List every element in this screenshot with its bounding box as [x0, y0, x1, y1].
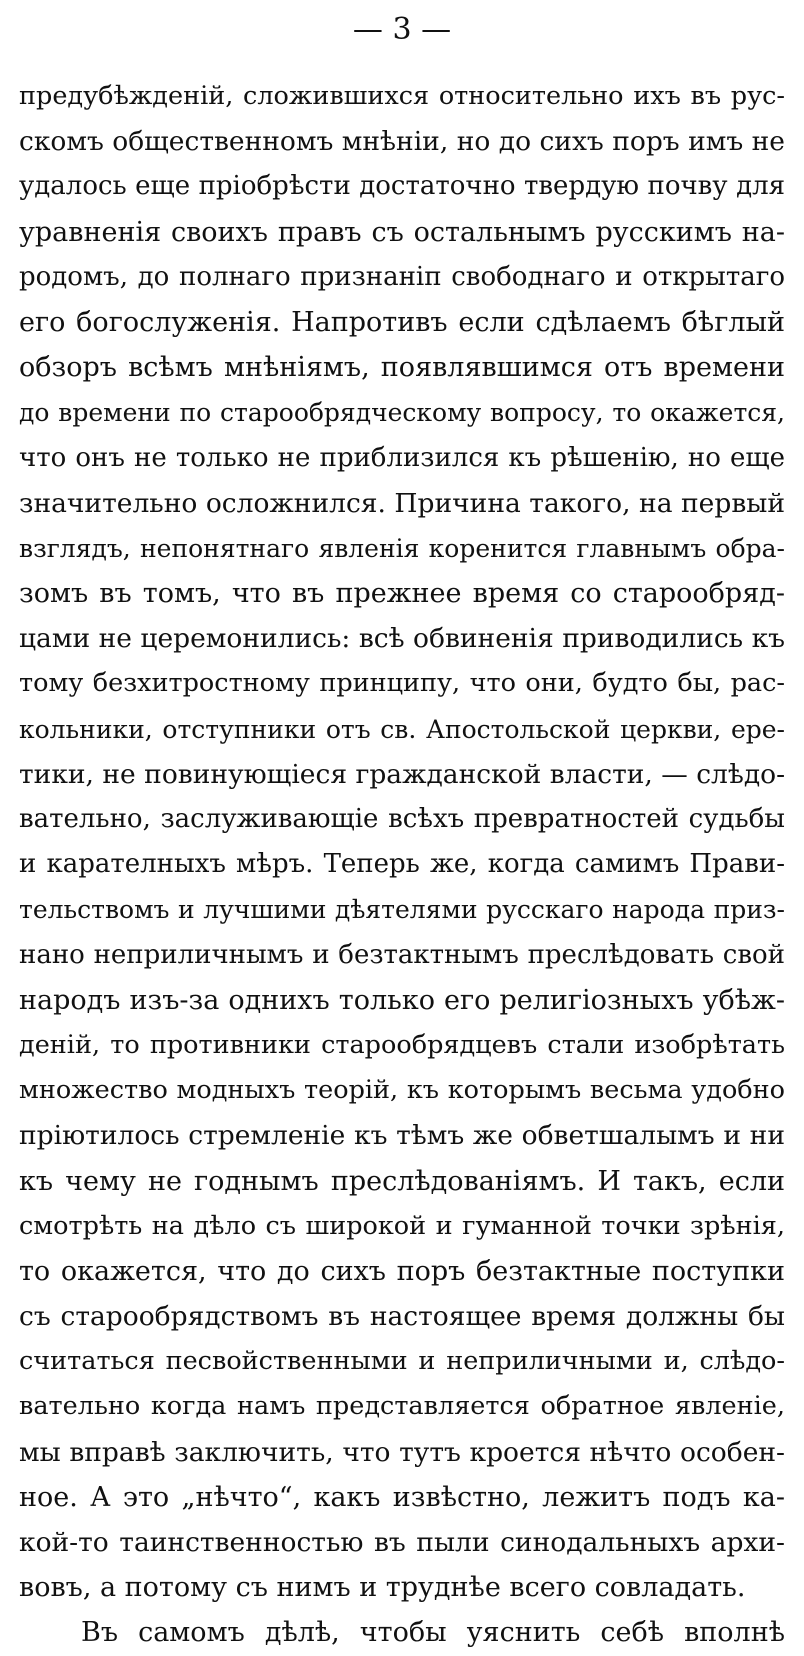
- text-line: обзоръ всѣмъ мнѣніямъ, появлявшимся отъ времени: [19, 352, 785, 384]
- text-line: уравненія своихъ правъ съ остальнымъ русскимъ на-: [19, 216, 785, 248]
- text-line: удалось еще пріобрѣсти достаточно твердую почву для: [19, 171, 785, 202]
- text-line: тики, не повинующіеся гражданской власти, — слѣдо-: [19, 758, 785, 790]
- text-line: предубѣжденій, сложившихся относительно ихъ въ рус-: [19, 81, 785, 111]
- text-line: его богослуженія. Напротивъ если сдѣлаемъ бѣглый: [19, 306, 785, 338]
- text-line: пріютилось стремленіе къ тѣмъ же обветшалымъ и ни: [19, 1120, 785, 1152]
- text-line: деній, то противники старообрядцевъ стали изобрѣтать: [19, 1029, 785, 1060]
- text-line: тому безхитростному принципу, что они, будто бы, рас-: [19, 668, 785, 699]
- text-line: вательно, заслуживающіе всѣхъ превратностей судьбы: [19, 804, 785, 834]
- text-line: Въ самомъ дѣлѣ, чтобы уяснить себѣ вполнѣ: [81, 1617, 785, 1649]
- page-number: — 3 —: [352, 12, 452, 47]
- text-line: считаться песвойственными и неприличными и, слѣдо-: [19, 1346, 785, 1377]
- text-line: скомъ общественномъ мнѣніи, но до сихъ поръ имъ не: [19, 126, 785, 158]
- text-line: ное. А это „нѣчто“, какъ извѣстно, лежитъ подъ ка-: [19, 1481, 785, 1513]
- text-line: зомъ въ томъ, что въ прежнее время со старообряд-: [19, 578, 785, 610]
- text-line: кольники, отступники отъ св. Апостольской церкви, ере-: [19, 714, 785, 744]
- text-line: нано неприличнымъ и безтактнымъ преслѣдовать свой: [19, 939, 785, 970]
- text-line: кой-то таинственностью въ пыли синодальныхъ архи-: [19, 1527, 785, 1558]
- text-line: что онъ не только не приблизился къ рѣшенію, но еще: [19, 442, 785, 473]
- text-line: вовъ, а потому съ нимъ и труднѣе всего совладать.: [19, 1572, 746, 1604]
- text-line: смотрѣть на дѣло съ широкой и гуманной точки зрѣнія,: [19, 1210, 785, 1241]
- text-line: родомъ, до полнаго признаніп свободнаго и открытаго: [19, 261, 785, 292]
- text-line: взглядъ, непонятнаго явленія коренится главнымъ обра-: [19, 533, 785, 563]
- text-line: значительно осложнился. Причина такого, на первый: [19, 487, 785, 519]
- text-line: народъ изъ-за однихъ только его религіозныхъ убѣж-: [19, 984, 785, 1016]
- text-line: множество модныхъ теорій, къ которымъ весьма удобно: [19, 1075, 785, 1106]
- body-text: [19, 74, 785, 1656]
- text-line: съ старообрядствомъ въ настоящее время должны бы: [19, 1301, 785, 1333]
- text-line: до времени по старообрядческому вопросу, то окажется,: [19, 398, 785, 428]
- text-line: тельствомъ и лучшими дѣятелями русскаго народа приз-: [19, 895, 785, 925]
- text-line: цами не церемонились: всѣ обвиненія приводились къ: [19, 623, 785, 655]
- text-line: то окажется, что до сихъ поръ безтактные поступки: [19, 1255, 785, 1287]
- text-line: вательно когда намъ представляется обратное явленіе,: [19, 1391, 785, 1422]
- text-line: мы вправѣ заключить, что тутъ кроется нѣчто особен-: [19, 1436, 785, 1468]
- text-line: къ чему не годнымъ преслѣдованіямъ. И такъ, если: [19, 1165, 785, 1197]
- text-line: и карателныхъ мѣръ. Теперь же, когда самимъ Прави-: [19, 849, 785, 880]
